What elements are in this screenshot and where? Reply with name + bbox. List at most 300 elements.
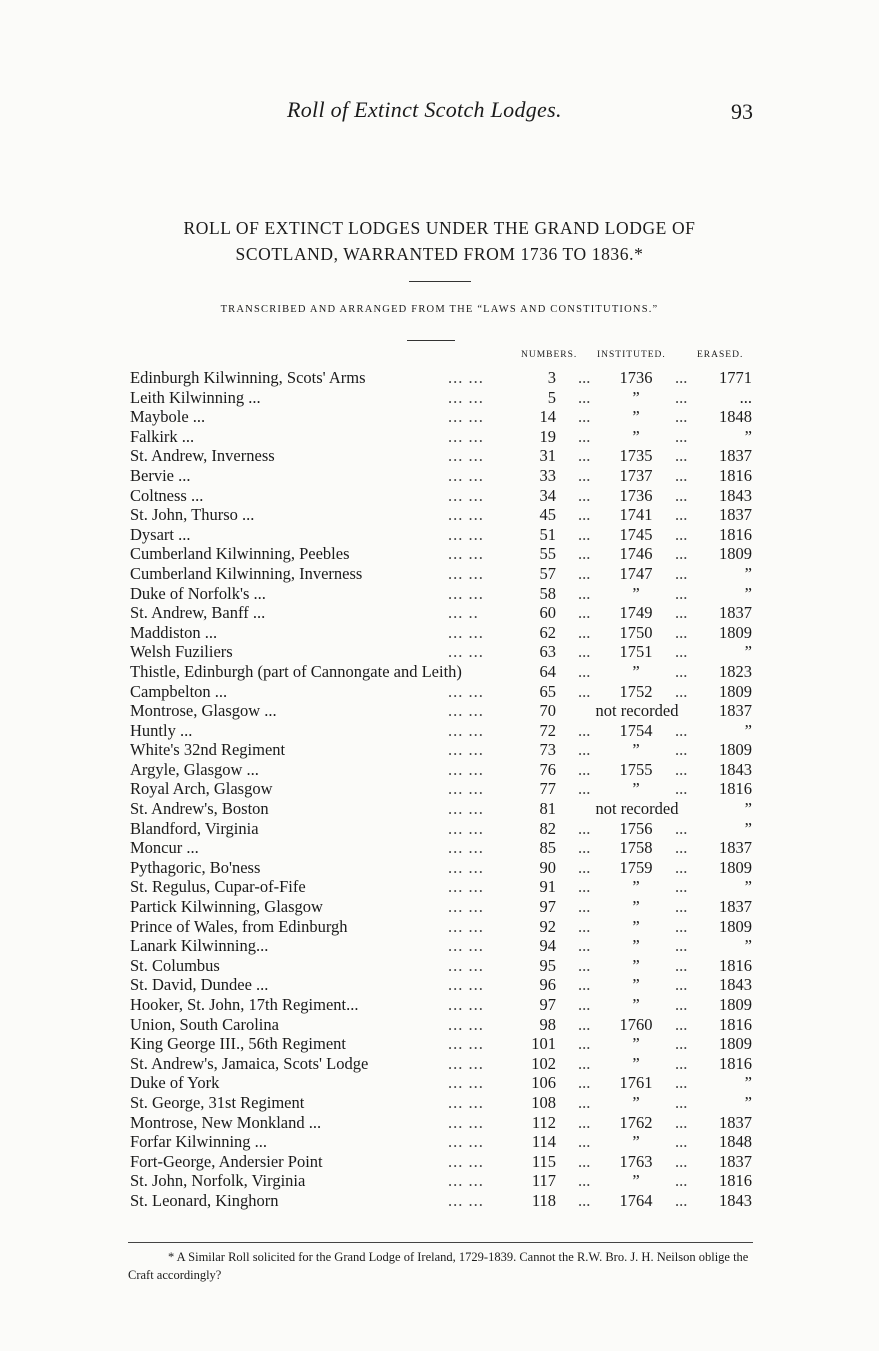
instituted-year: not recorded [595, 799, 679, 819]
erased-year: 1837 [719, 505, 752, 525]
lodge-number: 106 [531, 1073, 556, 1093]
lodge-name: Blandford, Virginia [130, 818, 259, 838]
instituted-year: ” [632, 955, 640, 975]
lodge-name: Falkirk ... [130, 426, 195, 446]
leader-dots: ... ... [448, 838, 484, 858]
lodge-number: 31 [539, 446, 556, 466]
leader-dots: ... ... [448, 1014, 484, 1034]
instituted-year: ” [632, 1092, 640, 1112]
lodge-number: 5 [547, 387, 556, 407]
leader-dots: ... ... [448, 426, 484, 446]
erased-year: 1809 [719, 740, 752, 760]
lodge-number: 19 [539, 426, 556, 446]
instituted-year: 1751 [619, 642, 653, 662]
lodge-number: 33 [539, 465, 556, 485]
column-separator-dots: ... [578, 1053, 591, 1073]
lodge-number: 72 [539, 720, 556, 740]
column-separator-dots: ... [675, 524, 688, 544]
erased-year: 1843 [719, 1190, 752, 1210]
lodge-name: King George III., 56th Regiment [130, 1034, 346, 1054]
lodge-name: Montrose, New Monkland ... [130, 1112, 322, 1132]
leader-dots: ... ... [448, 505, 484, 525]
erased-year: 1823 [719, 661, 752, 681]
lodge-number: 108 [531, 1092, 556, 1112]
column-separator-dots: ... [578, 720, 591, 740]
instituted-year: ” [632, 995, 640, 1014]
instituted-year: ” [632, 877, 640, 897]
leader-dots: ... ... [448, 446, 484, 466]
column-separator-dots: ... [675, 1171, 688, 1191]
lodge-number: 96 [539, 975, 556, 995]
column-separator-dots: ... [578, 975, 591, 995]
instituted-year: 1754 [619, 720, 653, 740]
leader-dots: ... ... [448, 720, 484, 740]
table-row [130, 446, 755, 466]
column-separator-dots: ... [578, 955, 591, 975]
lodge-name: Union, South Carolina [130, 1014, 279, 1034]
column-separator-dots: ... [578, 505, 591, 525]
column-separator-dots: ... [578, 1190, 591, 1210]
leader-dots: ... ... [448, 1053, 484, 1073]
column-separator-dots: ... [578, 1014, 591, 1034]
column-separator-dots: ... [675, 485, 688, 505]
table-row [130, 897, 755, 917]
leader-dots: ... ... [448, 1151, 484, 1171]
column-separator-dots: ... [675, 936, 688, 956]
table-row [130, 564, 755, 584]
column-separator-dots: ... [675, 1034, 688, 1054]
instituted-year: 1746 [619, 544, 653, 564]
instituted-year: not recorded [595, 701, 679, 721]
table-row [130, 466, 755, 486]
erased-year: 1837 [719, 1112, 752, 1132]
column-separator-dots: ... [675, 995, 688, 1014]
leader-dots: ... ... [448, 877, 484, 897]
lodge-name: Campbelton ... [130, 681, 228, 701]
instituted-year: 1752 [619, 681, 653, 701]
column-separator-dots: ... [675, 838, 688, 858]
page-title [120, 215, 759, 267]
leader-dots: ... ... [448, 465, 484, 485]
column-separator-dots: ... [675, 368, 688, 387]
column-separator-dots: ... [578, 387, 591, 407]
lodge-number: 34 [539, 485, 556, 505]
erased-year: ” [744, 720, 752, 740]
instituted-year: ” [632, 897, 640, 917]
column-separator-dots: ... [675, 720, 688, 740]
instituted-year: 1764 [619, 1190, 653, 1210]
column-separator-dots: ... [675, 387, 688, 407]
lodge-number: 115 [531, 1151, 556, 1171]
leader-dots: ... ... [448, 642, 484, 662]
table-row [130, 1034, 755, 1054]
column-separator-dots: ... [578, 897, 591, 917]
col-header-instituted: INSTITUTED. [597, 350, 666, 360]
column-separator-dots: ... [675, 603, 688, 623]
title-divider [409, 281, 471, 282]
leader-dots: ... ... [448, 407, 484, 427]
leader-dots: ... ... [448, 975, 484, 995]
column-separator-dots: ... [675, 916, 688, 936]
table-row [130, 1073, 755, 1093]
lodge-name: St. Leonard, Kinghorn [130, 1190, 279, 1210]
leader-dots: ... ... [448, 485, 484, 505]
table-row [130, 368, 755, 388]
leader-dots: ... ... [448, 1034, 484, 1054]
leader-dots: ... ... [448, 995, 484, 1014]
instituted-year: 1758 [619, 838, 653, 858]
column-headers [0, 350, 879, 364]
column-separator-dots: ... [675, 407, 688, 427]
column-separator-dots: ... [675, 818, 688, 838]
leader-dots: ... .. [448, 603, 479, 623]
erased-year: 1837 [719, 701, 752, 721]
erased-year: 1837 [719, 838, 752, 858]
lodge-number: 102 [531, 1053, 556, 1073]
subtitle-divider [407, 340, 455, 341]
lodge-number: 76 [539, 759, 556, 779]
lodge-name: Argyle, Glasgow ... [130, 759, 259, 779]
lodge-name: Montrose, Glasgow ... [130, 701, 277, 721]
leader-dots: ... ... [448, 799, 484, 819]
erased-year: ” [744, 799, 752, 819]
erased-year: 1843 [719, 975, 752, 995]
table-row [130, 544, 755, 564]
column-separator-dots: ... [578, 740, 591, 760]
lodge-name: Leith Kilwinning ... [130, 387, 261, 407]
column-separator-dots: ... [675, 897, 688, 917]
column-separator-dots: ... [675, 426, 688, 446]
column-separator-dots: ... [675, 544, 688, 564]
lodge-number: 90 [539, 857, 556, 877]
lodge-number: 92 [539, 916, 556, 936]
instituted-year: ” [632, 661, 640, 681]
column-separator-dots: ... [578, 661, 591, 681]
lodge-name: Maybole ... [130, 407, 206, 427]
table-row [130, 1054, 755, 1074]
column-separator-dots: ... [675, 955, 688, 975]
lodge-number: 94 [539, 936, 556, 956]
instituted-year: 1763 [619, 1151, 653, 1171]
lodge-number: 63 [539, 642, 556, 662]
lodge-number: 55 [539, 544, 556, 564]
leader-dots: ... ... [448, 583, 484, 603]
instituted-year: 1759 [619, 857, 653, 877]
running-title: Roll of Extinct Scotch Lodges. [287, 97, 562, 122]
lodge-number: 14 [539, 407, 556, 427]
erased-year: 1816 [719, 1171, 752, 1191]
subtitle: TRANSCRIBED AND ARRANGED FROM THE “LAWS AND CONSTITUTIONS.” [220, 304, 659, 315]
leader-dots: ... ... [448, 857, 484, 877]
table-row [130, 721, 755, 741]
instituted-year: 1735 [619, 446, 653, 466]
lodge-name: Dysart ... [130, 524, 191, 544]
table-row [130, 505, 755, 525]
erased-year: 1843 [719, 485, 752, 505]
leader-dots: ... ... [448, 1190, 484, 1210]
erased-year: ” [744, 563, 752, 583]
column-separator-dots: ... [675, 1112, 688, 1132]
lodge-number: 114 [531, 1132, 556, 1152]
column-separator-dots: ... [675, 1073, 688, 1093]
column-separator-dots: ... [675, 857, 688, 877]
leader-dots: ... ... [448, 916, 484, 936]
lodge-name: St. Andrew, Inverness [130, 446, 275, 466]
table-row [130, 1015, 755, 1035]
column-separator-dots: ... [675, 1190, 688, 1210]
page-number: 93 [731, 99, 753, 124]
column-separator-dots: ... [578, 759, 591, 779]
leader-dots: ... ... [448, 1171, 484, 1191]
erased-year: 1816 [719, 1014, 752, 1034]
table-row [130, 584, 755, 604]
leader-dots: ... ... [448, 622, 484, 642]
column-separator-dots: ... [578, 603, 591, 623]
table-row [130, 1191, 755, 1211]
erased-year: 1816 [719, 779, 752, 799]
instituted-year: ” [632, 426, 640, 446]
lodge-name: Bervie ... [130, 465, 191, 485]
table-row [130, 740, 755, 760]
leader-dots: ... ... [448, 740, 484, 760]
column-separator-dots: ... [578, 642, 591, 662]
instituted-year: 1762 [619, 1112, 653, 1132]
erased-year: 1809 [719, 1034, 752, 1054]
table-row [130, 486, 755, 506]
lodge-name: Welsh Fuziliers [130, 642, 233, 662]
lodge-name: Cumberland Kilwinning, Inverness [130, 563, 363, 583]
column-separator-dots: ... [675, 622, 688, 642]
column-separator-dots: ... [578, 368, 591, 387]
lodge-name: Fort-George, Andersier Point [130, 1151, 323, 1171]
leader-dots: ... ... [448, 681, 484, 701]
column-separator-dots: ... [675, 661, 688, 681]
erased-year: 1837 [719, 446, 752, 466]
erased-year: 1816 [719, 955, 752, 975]
column-separator-dots: ... [675, 446, 688, 466]
table-row [130, 936, 755, 956]
lodge-name: Edinburgh Kilwinning, Scots' Arms [130, 368, 366, 387]
table-row [130, 760, 755, 780]
column-separator-dots: ... [675, 877, 688, 897]
column-separator-dots: ... [578, 1151, 591, 1171]
lodge-number: 51 [539, 524, 556, 544]
erased-year: ” [744, 1092, 752, 1112]
column-separator-dots: ... [578, 563, 591, 583]
column-separator-dots: ... [578, 465, 591, 485]
leader-dots: ... ... [448, 955, 484, 975]
lodge-number: 73 [539, 740, 556, 760]
lodge-number: 118 [531, 1190, 556, 1210]
column-separator-dots: ... [578, 583, 591, 603]
lodge-name: Coltness ... [130, 485, 204, 505]
title-line-1: ROLL OF EXTINCT LODGES UNDER THE GRAND LODGE OF [183, 218, 696, 238]
table-row [130, 662, 755, 682]
table-row [130, 917, 755, 937]
column-separator-dots: ... [675, 975, 688, 995]
erased-year: 1809 [719, 544, 752, 564]
lodge-name: St. John, Thurso ... [130, 505, 255, 525]
column-separator-dots: ... [675, 740, 688, 760]
column-separator-dots: ... [578, 779, 591, 799]
lodge-number: 57 [539, 563, 556, 583]
lodge-number: 77 [539, 779, 556, 799]
table-row [130, 1171, 755, 1191]
instituted-year: 1760 [619, 1014, 653, 1034]
instituted-year: ” [632, 779, 640, 799]
footnote: * A Similar Roll solicited for the Grand Lodge of Ireland, 1729-1839. Cannot the R.W. Bro. J. H. Neilson oblige the Craft accordingly? [128, 1250, 749, 1282]
instituted-year: ” [632, 1171, 640, 1191]
leader-dots: ... ... [448, 368, 484, 387]
column-separator-dots: ... [578, 877, 591, 897]
erased-year: ” [744, 642, 752, 662]
column-separator-dots: ... [675, 779, 688, 799]
instituted-year: 1736 [619, 368, 653, 387]
table-row [130, 838, 755, 858]
lodge-number: 62 [539, 622, 556, 642]
column-separator-dots: ... [578, 818, 591, 838]
leader-dots: ... ... [448, 387, 484, 407]
instituted-year: 1750 [619, 622, 653, 642]
column-separator-dots: ... [578, 1034, 591, 1054]
table-row [130, 642, 755, 662]
instituted-year: ” [632, 583, 640, 603]
column-separator-dots: ... [675, 759, 688, 779]
instituted-year: 1737 [619, 465, 653, 485]
table-row [130, 877, 755, 897]
erased-year: 1837 [719, 1151, 752, 1171]
lodge-number: 95 [539, 955, 556, 975]
table-row [130, 858, 755, 878]
table-row [130, 701, 755, 721]
lodge-name: Huntly ... [130, 720, 193, 740]
table-row [130, 1152, 755, 1172]
table-row [130, 682, 755, 702]
column-separator-dots: ... [675, 563, 688, 583]
erased-year: 1809 [719, 681, 752, 701]
instituted-year: ” [632, 936, 640, 956]
instituted-year: ” [632, 1034, 640, 1054]
erased-year: 1843 [719, 759, 752, 779]
lodge-name: Cumberland Kilwinning, Peebles [130, 544, 350, 564]
leader-dots: ... ... [448, 524, 484, 544]
lodge-number: 97 [539, 995, 556, 1014]
lodge-name: St. Andrew's, Jamaica, Scots' Lodge [130, 1053, 369, 1073]
table-row [130, 603, 755, 623]
column-separator-dots: ... [578, 1132, 591, 1152]
instituted-year: 1749 [619, 603, 653, 623]
erased-year: 1848 [719, 407, 752, 427]
lodge-number: 112 [531, 1112, 556, 1132]
lodge-name: Royal Arch, Glasgow [130, 779, 273, 799]
table-row [130, 623, 755, 643]
lodge-name: Maddiston ... [130, 622, 218, 642]
lodge-number: 58 [539, 583, 556, 603]
column-separator-dots: ... [675, 681, 688, 701]
column-separator-dots: ... [578, 838, 591, 858]
column-separator-dots: ... [578, 407, 591, 427]
instituted-year: 1756 [619, 818, 653, 838]
lodge-name: St. Columbus [130, 955, 220, 975]
lodge-number: 60 [539, 603, 556, 623]
table-row [130, 1132, 755, 1152]
column-separator-dots: ... [578, 1092, 591, 1112]
lodge-number: 91 [539, 877, 556, 897]
instituted-year: ” [632, 975, 640, 995]
column-separator-dots: ... [578, 446, 591, 466]
erased-year: 1809 [719, 916, 752, 936]
column-separator-dots: ... [578, 485, 591, 505]
instituted-year: 1755 [619, 759, 653, 779]
lodge-name: Hooker, St. John, 17th Regiment... [130, 995, 359, 1014]
table-row [130, 975, 755, 995]
column-separator-dots: ... [578, 995, 591, 1014]
table-row [130, 525, 755, 545]
leader-dots: ... ... [448, 897, 484, 917]
erased-year: ” [744, 426, 752, 446]
lodge-name: Partick Kilwinning, Glasgow [130, 897, 323, 917]
instituted-year: ” [632, 407, 640, 427]
table-row [130, 819, 755, 839]
column-separator-dots: ... [578, 524, 591, 544]
instituted-year: ” [632, 1053, 640, 1073]
column-separator-dots: ... [675, 1053, 688, 1073]
erased-year: 1816 [719, 465, 752, 485]
lodge-name: St. Andrew, Banff ... [130, 603, 266, 623]
lodge-number: 3 [547, 368, 556, 387]
erased-year: ” [744, 818, 752, 838]
lodge-name: White's 32nd Regiment [130, 740, 286, 760]
erased-year: 1809 [719, 622, 752, 642]
instituted-year: ” [632, 916, 640, 936]
lodge-name: Forfar Kilwinning ... [130, 1132, 268, 1152]
col-header-numbers: NUMBERS. [521, 350, 578, 360]
lodge-name: Lanark Kilwinning... [130, 936, 269, 956]
column-separator-dots: ... [578, 622, 591, 642]
leader-dots: ... ... [448, 818, 484, 838]
lodge-number: 81 [539, 799, 556, 819]
erased-year: ... [739, 387, 752, 407]
leader-dots: ... ... [448, 701, 484, 721]
lodge-number: 64 [539, 661, 556, 681]
running-head [0, 97, 879, 127]
leader-dots: ... ... [448, 1132, 484, 1152]
column-separator-dots: ... [578, 426, 591, 446]
leader-dots: ... ... [448, 1092, 484, 1112]
instituted-year: 1761 [619, 1073, 653, 1093]
lodge-name: St. Andrew's, Boston [130, 799, 269, 819]
leader-dots: ... ... [448, 1073, 484, 1093]
table-row [130, 995, 755, 1015]
erased-year: 1848 [719, 1132, 752, 1152]
lodge-number: 65 [539, 681, 556, 701]
lodge-name: St. John, Norfolk, Virginia [130, 1171, 306, 1191]
erased-year: 1771 [719, 368, 752, 387]
column-separator-dots: ... [675, 583, 688, 603]
column-separator-dots: ... [675, 1092, 688, 1112]
table-row [130, 1113, 755, 1133]
erased-year: 1837 [719, 603, 752, 623]
instituted-year: 1747 [619, 563, 653, 583]
column-separator-dots: ... [675, 465, 688, 485]
column-separator-dots: ... [675, 1132, 688, 1152]
lodge-number: 82 [539, 818, 556, 838]
column-separator-dots: ... [675, 1014, 688, 1034]
lodge-name: St. George, 31st Regiment [130, 1092, 305, 1112]
erased-year: ” [744, 936, 752, 956]
instituted-year: 1745 [619, 524, 653, 544]
leader-dots: ... ... [448, 779, 484, 799]
